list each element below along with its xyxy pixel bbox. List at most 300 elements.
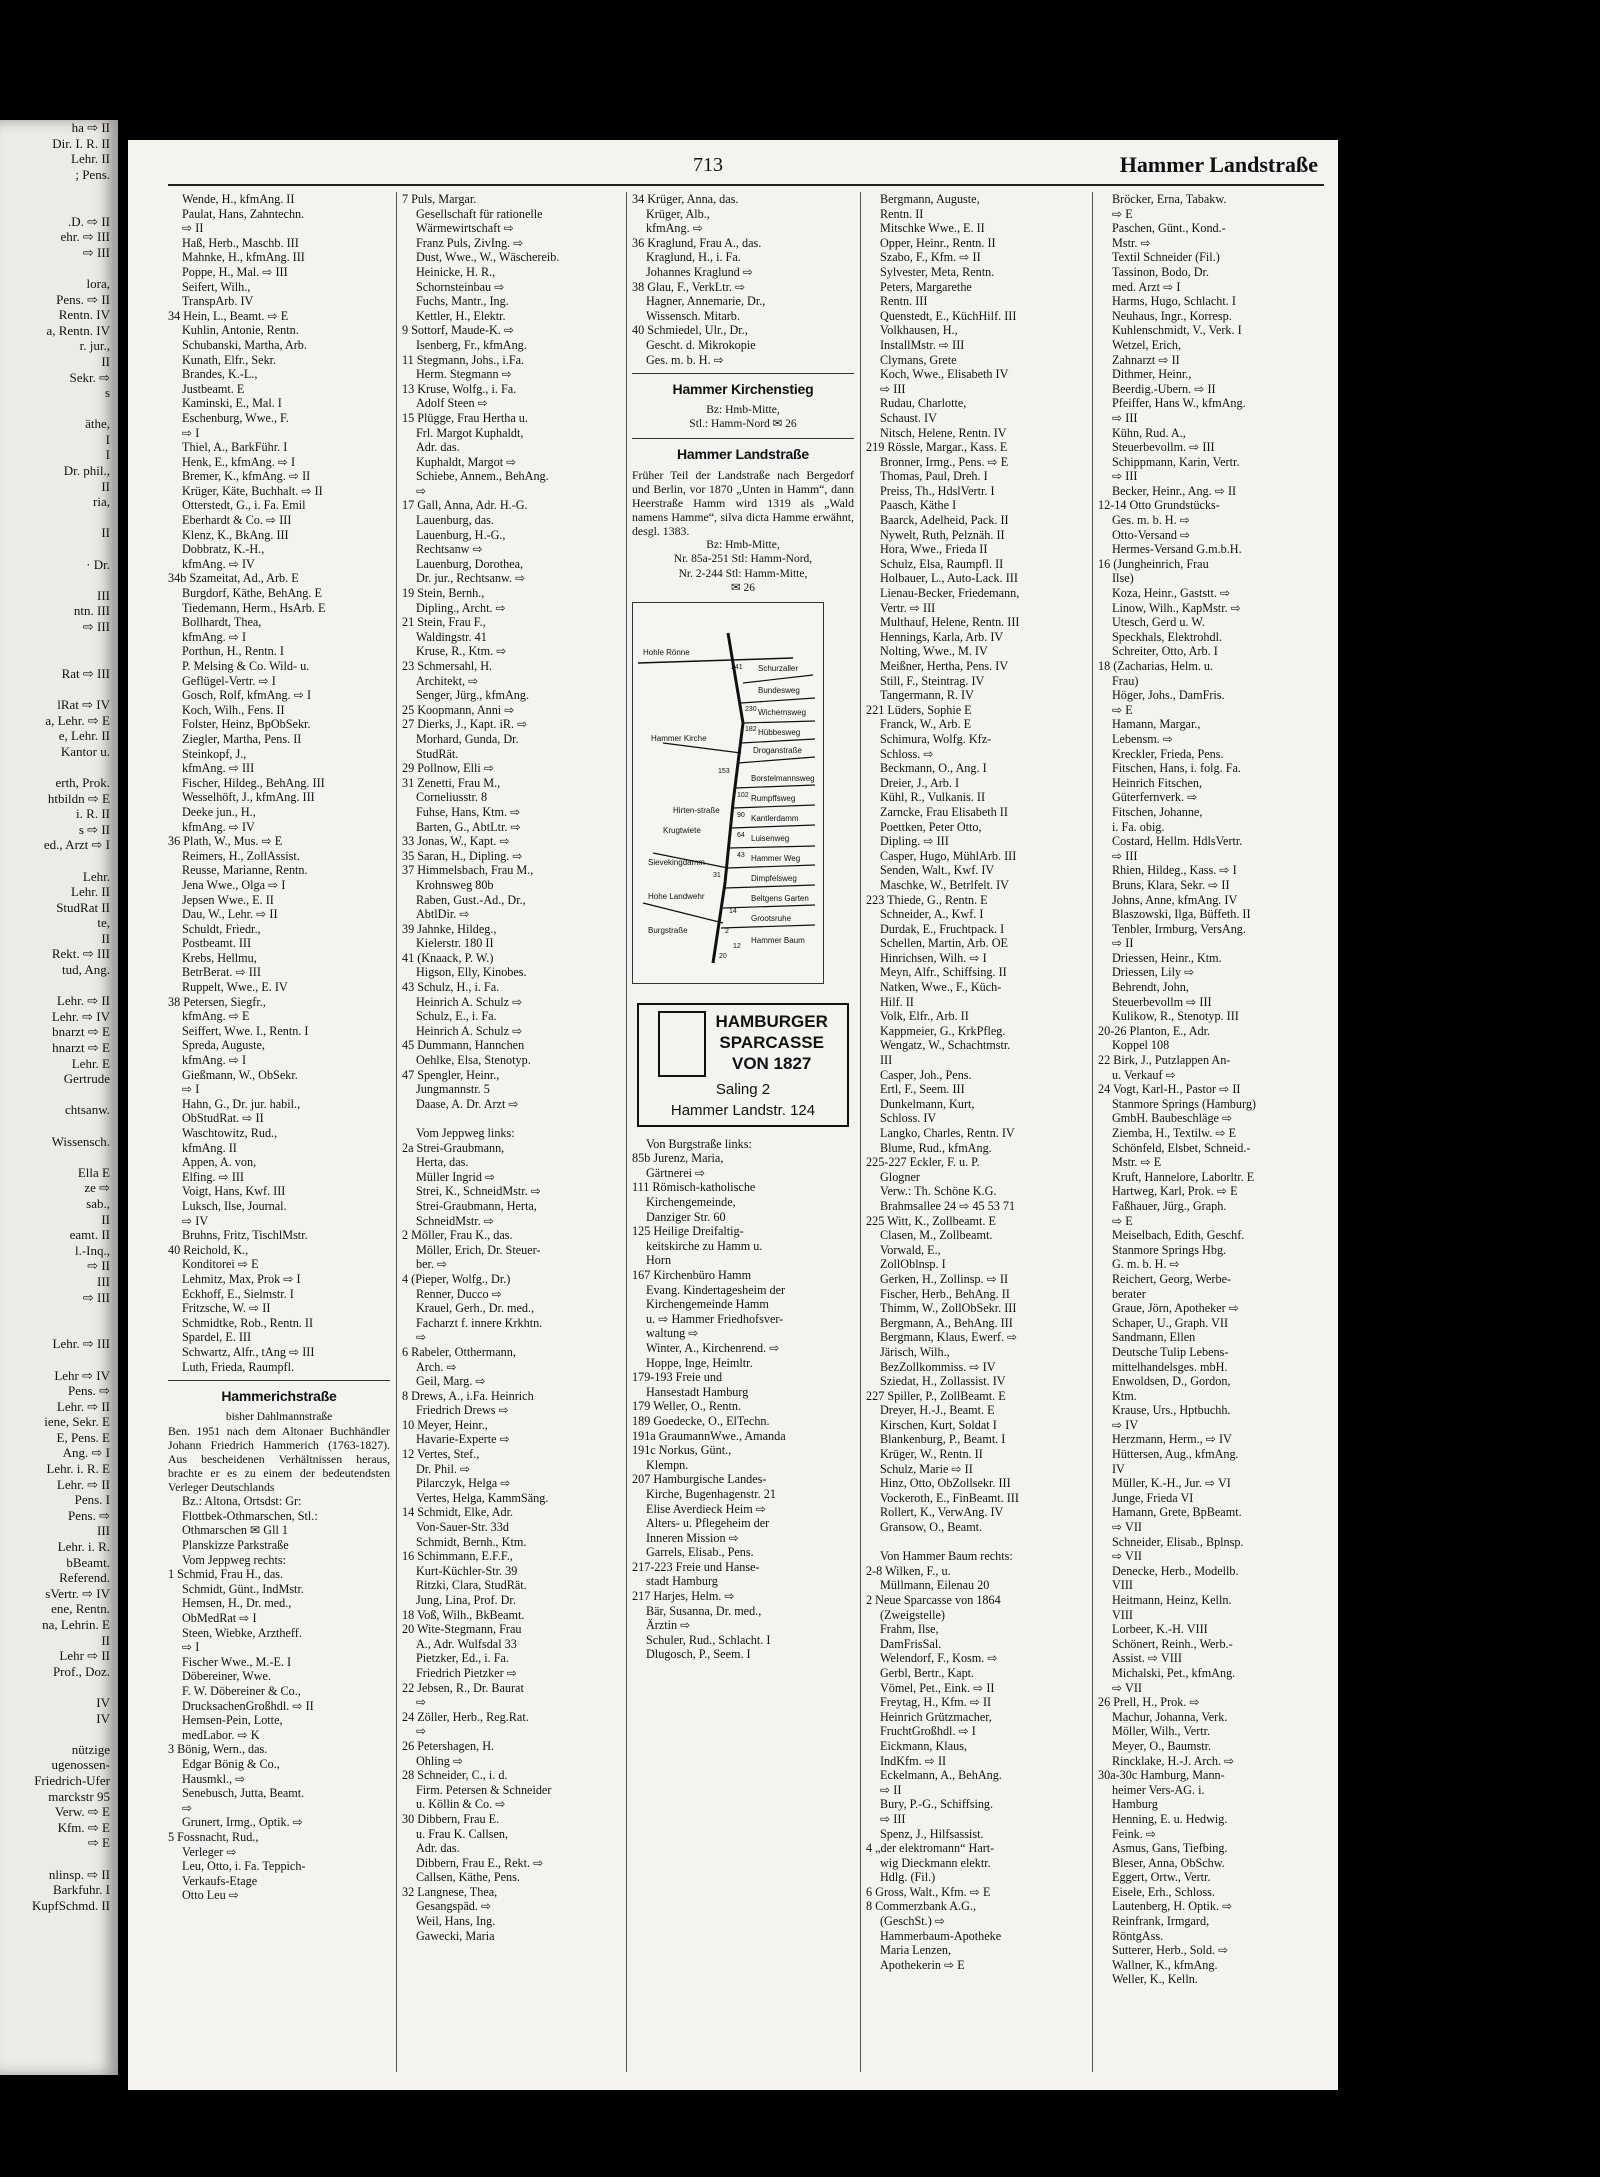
directory-entry-line: Peters, Margarethe — [880, 279, 972, 294]
directory-entry-line: Szabo, F., Kfm. ⇨ II — [880, 250, 981, 265]
directory-entry-line: Sandmann, Ellen — [1112, 1330, 1196, 1345]
directory-entry-line: Steen, Wiebke, Arztheff. — [182, 1625, 302, 1640]
map-label: Borstelmannsweg — [751, 773, 815, 783]
directory-entry-line: Behrendt, John, — [1112, 980, 1189, 995]
directory-entry-line: Järisch, Wilh., — [880, 1344, 950, 1359]
facing-page-text-line: äthe, — [85, 416, 110, 432]
directory-entry-line: Hahn, G., Dr. jur. habil., — [182, 1096, 301, 1111]
map-label: Hirten-straße — [673, 805, 720, 815]
directory-entry-line: Beerdig.-Ubern. ⇨ II — [1112, 381, 1216, 396]
facing-page-text-line: hnarzt ⇨ E — [52, 1040, 110, 1056]
directory-entry-line: Lauenburg, Dorothea, — [416, 556, 524, 571]
directory-entry-line: 5 Fossnacht, Rud., — [168, 1829, 259, 1844]
directory-entry-line: 36 Plath, W., Mus. ⇨ E — [168, 834, 283, 849]
ad-title-line: VON 1827 — [732, 1054, 812, 1074]
directory-entry-line: Schloss. ⇨ — [880, 746, 934, 761]
house-number-label: 241 — [731, 663, 743, 671]
directory-entry-line: Schimura, Wolfg. Kfz- — [880, 731, 992, 746]
directory-entry-line: Meyer, O., Baumstr. — [1112, 1738, 1212, 1753]
directory-entry-line: Kielerstr. 180 II — [416, 936, 494, 951]
directory-entry-line: Gesellschaft für rationelle — [416, 206, 543, 221]
directory-entry-line: Pietzker, Ed., i. Fa. — [416, 1651, 509, 1666]
facing-page-text-line: .D. ⇨ II — [68, 213, 110, 229]
directory-entry-line: Quenstedt, E., KüchHilf. III — [880, 308, 1017, 323]
facing-page-text-line: ed., Arzt ⇨ I — [43, 837, 110, 853]
facing-page-text-line: Lehr. i. R. E — [46, 1461, 110, 1477]
directory-entry-line: Edgar Bönig & Co., — [182, 1756, 280, 1771]
directory-entry-line: med. Arzt ⇨ I — [1112, 279, 1181, 294]
directory-entry-line: Hennings, Karla, Arb. IV — [880, 629, 1004, 644]
directory-entry-line: AbtlDir. ⇨ — [416, 907, 470, 922]
directory-entry-line: Jepsen Wwe., E. II — [182, 892, 274, 907]
facing-page-text-line: Dir. I. R. II — [52, 135, 110, 151]
map-label: Kantlerdamm — [751, 813, 799, 823]
map-label: Luisenweg — [751, 833, 790, 843]
directory-entry-line: Mitschke Wwe., E. II — [880, 221, 985, 236]
directory-entry-line: Brandes, K.-L., — [182, 367, 258, 382]
directory-entry-line: Evang. Kindertagesheim der — [646, 1282, 786, 1297]
directory-entry-line: 7 Puls, Margar. — [402, 192, 477, 206]
house-number-label: 153 — [718, 767, 730, 775]
map-label: Sievekingdamm — [648, 857, 705, 867]
directory-entry-line: 217-223 Freie und Hanse- — [632, 1559, 760, 1574]
directory-entry-line: Nolting, Wwe., M. IV — [880, 644, 988, 659]
directory-entry-line: Kirchengemeinde Hamm — [646, 1297, 769, 1312]
directory-entry-line: Brahmsallee 24 ⇨ 45 53 71 — [880, 1198, 1016, 1213]
facing-page-text-line: na, Lehrin. E — [42, 1617, 110, 1632]
column-rule — [396, 192, 397, 2072]
directory-entry-line: 207 Hamburgische Landes- — [632, 1472, 767, 1487]
directory-entry-line: Kreckler, Frieda, Pens. — [1112, 746, 1224, 761]
directory-entry-line: Folster, Heinz, BpObSekr. — [182, 717, 311, 732]
map-label: Droganstraße — [753, 745, 802, 755]
facing-page-text-line: KupfSchmd. II — [32, 1897, 110, 1913]
directory-entry-line: Ruppelt, Wwe., E. IV — [182, 980, 288, 995]
directory-entry-line: III — [880, 1053, 893, 1068]
directory-entry-line: Facharzt f. innere Krkhtn. — [416, 1315, 543, 1330]
directory-entry-line: Heinrich A. Schulz ⇨ — [416, 994, 523, 1009]
directory-entry-line: 2-8 Wilken, F., u. — [866, 1563, 951, 1578]
directory-entry-line: Neuhaus, Ingr., Korresp. — [1112, 308, 1232, 323]
directory-entry-line: Paulat, Hans, Zahntechn. — [182, 206, 305, 221]
column-rule — [626, 192, 627, 2072]
directory-entry-line: Sutterer, Herb., Sold. ⇨ — [1112, 1943, 1229, 1958]
directory-entry-line: 179-193 Freie und — [632, 1370, 723, 1385]
map-label: Hohle Rönne — [643, 647, 690, 657]
directory-entry-line: Volkhausen, H., — [880, 323, 958, 338]
directory-entry-line: 36 Kraglund, Frau A., das. — [632, 235, 762, 250]
directory-entry-line: 41 (Knaack, P. W.) — [402, 950, 494, 965]
directory-entry-line: Rentn. II — [880, 206, 924, 221]
directory-entry-line: Steuerbevollm ⇨ III — [1112, 994, 1212, 1009]
facing-page-text-line: sab., — [86, 1195, 110, 1211]
directory-entry-line: heimer Vers-AG. i. — [1112, 1782, 1205, 1797]
facing-page-text-line: Lehr. i. R. — [57, 1539, 110, 1555]
directory-entry-line: Burgdorf, Käthe, BehAng. E — [182, 586, 322, 601]
directory-entry-line: Schaust. IV — [880, 410, 937, 425]
directory-entry-line: 219 Rössle, Margar., Kass. E — [866, 440, 1008, 455]
directory-entry-line: 20-26 Planton, E., Adr. — [1098, 1023, 1211, 1038]
map-label: Hammer Kirche — [651, 733, 707, 743]
directory-entry-line: ObMedRat ⇨ I — [182, 1611, 257, 1626]
directory-entry-line: Krüger, W., Rentn. II — [880, 1447, 983, 1462]
directory-entry-line: Schulz, Elsa, Raumpfl. II — [880, 556, 1004, 571]
listing-block — [632, 1137, 854, 1662]
directory-entry-line: Schiebe, Annem., BehAng. — [416, 469, 549, 484]
directory-entry-line: Luksch, Ilse, Journal. — [182, 1198, 287, 1213]
directory-entry-line: Schulz, E., i. Fa. — [416, 1009, 497, 1024]
directory-entry-line: Kühn, Rud. A., — [1112, 425, 1186, 440]
facing-page-text-line: III — [97, 1523, 110, 1539]
directory-entry-line: Klenz, K., BkAng. III — [182, 527, 289, 542]
directory-entry-line: Asmus, Gans, Tiefbing. — [1112, 1841, 1228, 1856]
directory-entry-line: Krauel, Gerh., Dr. med., — [416, 1301, 535, 1316]
directory-entry-line: 4 „der elektromann“ Hart- — [866, 1841, 995, 1856]
directory-entry-line: Kuhlenschmidt, V., Verk. I — [1112, 323, 1242, 338]
facing-page-text-line: ⇨ III — [82, 1289, 110, 1305]
facing-page-text-line: III — [97, 587, 110, 603]
facing-page-text-line: ria, — [93, 494, 110, 510]
directory-entry-line: Rechtsanw ⇨ — [416, 542, 483, 557]
directory-entry-line: u. Frau K. Callsen, — [416, 1826, 509, 1841]
page-header — [128, 140, 1338, 190]
directory-entry-line: FruchtGroßhdl. ⇨ I — [880, 1724, 976, 1739]
facing-page-text-line — [0, 510, 118, 526]
directory-entry-line: ⇨ VII — [1112, 1680, 1142, 1695]
directory-entry-line: ber. ⇨ — [416, 1257, 448, 1272]
facing-page-text-line: Ang. ⇨ I — [62, 1445, 110, 1461]
directory-entry-line: Rentn. III — [880, 294, 928, 309]
directory-entry-line: ZollOblnsp. I — [880, 1257, 946, 1272]
directory-entry-line: 125 Heilige Dreifaltig- — [632, 1224, 744, 1239]
directory-entry-line: 6 Rabeler, Otthermann, — [402, 1344, 516, 1359]
directory-entry-line: Kirschen, Kurt, Soldat I — [880, 1417, 997, 1432]
directory-entry-line: 29 Pollnow, Elli ⇨ — [402, 761, 495, 776]
column-rule — [1092, 192, 1093, 2072]
directory-entry-line: 24 Zöller, Herb., Reg.Rat. — [402, 1709, 529, 1724]
directory-entry-line: 14 Schmidt, Elke, Adr. — [402, 1505, 514, 1520]
facing-page-text-line: i. R. II — [76, 806, 110, 822]
map-label: Beltgens Garten — [751, 893, 809, 903]
directory-entry-line: ⇨ III — [880, 1811, 906, 1826]
ad-address: Saling 2 — [715, 1081, 771, 1099]
directory-entry-line: 179 Weller, O., Rentn. — [632, 1399, 741, 1414]
directory-entry-line: Bleser, Anna, ObSchw. — [1112, 1855, 1225, 1870]
directory-entry-line: 19 Stein, Bernh., — [402, 586, 485, 601]
directory-entry-line: kfmAng. ⇨ IV — [182, 819, 255, 834]
directory-entry-line: mittelhandelsges. mbH. — [1112, 1359, 1228, 1374]
district-info: Nr. 2-244 Stl: Hamm-Mitte, — [678, 567, 808, 580]
street-history: Früher Teil der Landstraße nach Bergedorf und Berlin, vor 1870 „Unten in Hamm“, dann Heerstraße Hamm wird 1319 als „Wald namens Hamme“, silva dicta Hamme erwähnt, desgl. 1383. — [632, 467, 854, 538]
section-divider — [168, 1380, 390, 1381]
directory-entry-line: Lehmitz, Max, Prok ⇨ I — [182, 1271, 301, 1286]
directory-entry-line: Maria Lenzen, — [880, 1943, 952, 1958]
directory-entry-line: StudRät. — [416, 746, 459, 761]
directory-entry-line: 35 Saran, H., Dipling. ⇨ — [402, 848, 523, 863]
facing-page-text-line: II — [101, 353, 110, 369]
directory-entry-line: Heinicke, H. R., — [416, 264, 496, 279]
directory-entry-line: Henning, E. u. Hedwig. — [1112, 1811, 1228, 1826]
directory-entry-line: ⇨ IV — [1112, 1417, 1139, 1432]
directory-entry-line: Pfeiffer, Hans W., kfmAng. — [1112, 396, 1246, 411]
facing-page-text-line: Lehr ⇨ IV — [54, 1367, 110, 1383]
facing-page-text-line: II — [101, 525, 110, 541]
directory-entry-line: Vorwald, E., — [880, 1242, 941, 1257]
directory-entry-line: Michalski, Pet., kfmAng. — [1112, 1665, 1236, 1680]
directory-entry-line: u. ⇨ Hammer Friedhofsver- — [646, 1311, 784, 1326]
directory-entry-line: Adr. das. — [416, 440, 460, 455]
directory-entry-line: Morhard, Gunda, Dr. — [416, 731, 519, 746]
directory-entry-line: Kunath, Elfr., Sekr. — [182, 352, 277, 367]
directory-entry-line: Stanmore Springs Hbg. — [1112, 1242, 1227, 1257]
running-title: Hammer Landstraße — [1119, 152, 1318, 177]
directory-entry-line: 34 Hein, L., Beamt. ⇨ E — [168, 308, 289, 323]
directory-entry-line: TranspArb. IV — [182, 294, 254, 309]
directory-entry-line: Herzmann, Herm., ⇨ IV — [1112, 1432, 1232, 1447]
map-label: Wichernsweg — [758, 707, 807, 717]
directory-entry-line: Gosch, Rolf, kfmAng. ⇨ I — [182, 688, 312, 703]
directory-entry-line: 18 (Zacharias, Helm. u. — [1098, 659, 1214, 673]
directory-entry-line: Fischer Wwe., M.-E. I — [182, 1654, 292, 1669]
directory-entry-line: Corneliusstr. 8 — [416, 790, 488, 805]
directory-entry-line: Costard, Hellm. HdlsVertr. — [1112, 834, 1243, 849]
directory-entry-line: IndKfm. ⇨ II — [880, 1753, 947, 1768]
directory-entry-line: (Zweigstelle) — [880, 1607, 945, 1622]
directory-entry-line: 16 Schimmann, E.F.F., — [402, 1549, 513, 1564]
directory-entry-line: Flottbek-Othmarschen, Stl.: — [182, 1508, 318, 1523]
directory-entry-line: Lorbeer, K.-H. VIII — [1112, 1622, 1208, 1637]
directory-entry-line: 22 Birk, J., Putzlappen An- — [1098, 1053, 1231, 1068]
directory-entry-line: Steinkopf, J., — [182, 746, 247, 761]
directory-entry-line: 28 Schneider, C., i. d. — [402, 1768, 508, 1783]
ad-title-line: HAMBURGER — [715, 1012, 828, 1032]
facing-page-text-line: ; Pens. — [75, 166, 110, 182]
directory-entry-line: kfmAng. ⇨ I — [182, 1053, 247, 1068]
facing-page-text-line: II — [101, 1632, 110, 1648]
facing-page-text-line: erth, Prok. — [55, 774, 110, 790]
directory-entry-line: ⇨ VII — [1112, 1520, 1142, 1535]
directory-entry-line: Nywelt, Ruth, Pelznäh. II — [880, 527, 1005, 542]
section-divider — [632, 438, 854, 439]
map-label: Burgstraße — [648, 925, 688, 935]
facing-page-text-line: Ella E — [77, 1164, 110, 1180]
facing-page-text-line: nützige — [71, 1741, 110, 1757]
directory-entry-line: Kurt-Küchler-Str. 39 — [416, 1563, 518, 1578]
directory-entry-line: Blaszowski, Ilga, Büffeth. II — [1112, 907, 1251, 922]
facing-page-text-line — [0, 1851, 118, 1867]
directory-entry-line: Welendorf, F., Kosm. ⇨ — [880, 1651, 998, 1666]
directory-entry-line: 38 Petersen, Siegfr., — [168, 994, 266, 1009]
directory-entry-line: Natken, Wwe., F., Küch- — [880, 980, 1002, 995]
directory-entry-line: Ritzki, Clara, StudRät. — [416, 1578, 527, 1593]
directory-entry-line: ⇨ I — [182, 425, 200, 440]
directory-entry-line: Hinrichsen, Wilh. ⇨ I — [880, 950, 987, 965]
directory-entry-line: Eisele, Erh., Schloss. — [1112, 1884, 1215, 1899]
directory-entry-line: ⇨ I — [182, 1640, 200, 1655]
directory-entry-line: Vertes, Helga, KammSäng. — [416, 1490, 549, 1505]
directory-entry-line: Senger, Jürg., kfmAng. — [416, 688, 530, 703]
directory-entry-line: 13 Kruse, Wolfg., i. Fa. — [402, 381, 517, 396]
directory-entry-line: Bergmann, A., BehAng. III — [880, 1315, 1013, 1330]
facing-page-text-line — [0, 1118, 118, 1134]
directory-entry-line: Zarncke, Frau Elisabeth II — [880, 804, 1008, 819]
directory-entry-line: VIII — [1112, 1607, 1133, 1622]
directory-entry-line: 43 Schulz, H., i. Fa. — [402, 980, 500, 995]
house-number-label: 31 — [713, 871, 721, 879]
facing-page-text-line: Lehr. II — [71, 151, 110, 167]
directory-entry-line: Wetzel, Erich, — [1112, 337, 1182, 352]
directory-entry-line: Seiffert, Wwe. I., Rentn. I — [182, 1023, 309, 1038]
facing-page-edge — [0, 120, 118, 2075]
facing-page-text-line: Pens. ⇨ — [68, 1507, 110, 1523]
facing-page-text-line: Kfm. ⇨ E — [57, 1819, 110, 1835]
listing-block — [168, 1494, 390, 1903]
facing-page-text-line: Kantor u. — [60, 743, 110, 759]
facing-page-text-line: te, — [97, 915, 110, 931]
directory-entry-line: Bremer, K., kfmAng. ⇨ II — [182, 469, 311, 484]
facing-page-text-line: ⇨ III — [82, 244, 110, 260]
directory-entry-line: Denecke, Herb., Modellb. — [1112, 1563, 1239, 1578]
directory-entry-line: Spenz, J., Hilfsassist. — [880, 1826, 984, 1841]
map-label: Rumpffsweg — [751, 793, 796, 803]
directory-entry-line: Fuhse, Hans, Ktm. ⇨ — [416, 804, 521, 819]
directory-entry-line: 223 Thiede, G., Rentn. E — [866, 892, 988, 907]
house-number-label: 230 — [745, 705, 757, 713]
directory-entry-line: Schubanski, Martha, Arb. — [182, 337, 307, 352]
directory-entry-line: Junge, Frieda VI — [1112, 1490, 1194, 1505]
directory-entry-line: ⇨ I — [182, 1082, 200, 1097]
facing-page-text-line: IV — [96, 1694, 110, 1710]
directory-entry-line: Adolf Steen ⇨ — [416, 396, 488, 411]
directory-entry-line: Krebs, Hellmu, — [182, 950, 257, 965]
facing-page-text-line: htbildn ⇨ E — [47, 790, 110, 806]
house-number-label: 14 — [729, 907, 737, 915]
directory-entry-line: ⇨ II — [182, 221, 204, 236]
directory-entry-line: Eberhardt & Co. ⇨ III — [182, 513, 292, 528]
directory-entry-line: Oehlke, Elsa, Stenotyp. — [416, 1053, 531, 1068]
directory-entry-line: 25 Koopmann, Anni ⇨ — [402, 702, 515, 717]
directory-entry-line: Dreyer, H.-J., Beamt. E — [880, 1403, 995, 1418]
directory-entry-line: ⇨ IV — [182, 1213, 209, 1228]
facing-page-text-line: s ⇨ II — [78, 821, 110, 837]
map-label: Hübbesweg — [758, 727, 801, 737]
directory-entry-line: InstallMstr. ⇨ III — [880, 337, 965, 352]
directory-entry-line: Mstr. ⇨ — [1112, 235, 1151, 250]
facing-page-text-line: Pens. ⇨ — [68, 1383, 110, 1399]
directory-entry-line: Frl. Margot Kuphaldt, — [416, 425, 524, 440]
directory-entry-line: Seifert, Wilh., — [182, 279, 251, 294]
district-info: Bz: Hmb-Mitte, — [706, 403, 780, 416]
directory-entry-line: Ges. m. b. H. ⇨ — [1112, 513, 1190, 528]
directory-entry-line: 2 Neue Sparcasse von 1864 — [866, 1593, 1001, 1607]
facing-page-text-line: I — [105, 447, 110, 463]
directory-entry-line: Justbeamt. E — [182, 381, 245, 396]
directory-entry-line: Renner, Ducco ⇨ — [416, 1286, 502, 1301]
directory-entry-line: Elise Averdieck Heim ⇨ — [646, 1501, 766, 1516]
directory-entry-line: kfmAng. ⇨ IV — [182, 556, 255, 571]
directory-entry-line: Heinrich Fitschen, — [1112, 775, 1203, 790]
directory-entry-line: Müllmann, Eilenau 20 — [880, 1578, 990, 1593]
directory-entry-line: Weil, Hans, Ing. — [416, 1914, 496, 1929]
directory-entry-line: 39 Jahnke, Hildeg., — [402, 921, 497, 936]
facing-page-text-line: nlinsp. ⇨ II — [48, 1866, 110, 1882]
map-label: Hohe Landwehr — [648, 891, 705, 901]
directory-entry-line: Vertr. ⇨ III — [880, 600, 936, 615]
directory-entry-line: Höger, Johs., DamFris. — [1112, 688, 1225, 703]
directory-entry-line: ⇨ III — [1112, 848, 1138, 863]
directory-entry-line: Möller, Wilh., Vertr. — [1112, 1724, 1211, 1739]
directory-entry-line: 26 Prell, H., Prok. ⇨ — [1098, 1695, 1200, 1710]
directory-entry-line: Koch, Wwe., Elisabeth IV — [880, 367, 1009, 382]
column-5 — [1098, 192, 1324, 2082]
directory-entry-line: Hausmkl., ⇨ — [182, 1771, 246, 1786]
facing-page-text-line: e, Lehr. II — [58, 728, 110, 744]
directory-entry-line: Textil Schneider (Fil.) — [1112, 250, 1220, 265]
directory-entry-line: 8 Commerzbank A.G., — [866, 1899, 977, 1914]
map-label: Schurzaller — [758, 663, 799, 673]
directory-entry-line: Meißner, Hertha, Pens. IV — [880, 659, 1009, 673]
directory-entry-line: Schuldt, Friedr., — [182, 921, 261, 936]
directory-entry-line: Jung, Lina, Prof. Dr. — [416, 1593, 516, 1607]
directory-entry-line: Tassinon, Bodo, Dr. — [1112, 264, 1209, 279]
directory-entry-line: Fischer, Hildeg., BehAng. III — [182, 775, 325, 790]
directory-entry-line: 16 (Jungheinrich, Frau — [1098, 556, 1209, 571]
directory-entry-line: Schellen, Martin, Arb. OE — [880, 936, 1008, 951]
directory-entry-line: 22 Jebsen, R., Dr. Baurat — [402, 1680, 524, 1695]
directory-entry-line: Lauenburg, H.-G., — [416, 527, 506, 542]
facing-page-text-line — [0, 1726, 118, 1742]
facing-page-text-line — [0, 1149, 118, 1165]
directory-entry-line: kfmAng. ⇨ I — [182, 629, 247, 644]
directory-entry-line: Tangermann, R. IV — [880, 688, 974, 703]
facing-page-text-line — [0, 681, 118, 697]
street-history: Ben. 1951 nach dem Altonaer Buchhändler Johann Friedrich Hammerich (1763-1827). Aus bescheidenen Verhältnissen heraus, brachte er es zu einem der bedeutendsten Verleger Deutschlands — [168, 1424, 390, 1495]
directory-entry-line: Dau, W., Lehr. ⇨ II — [182, 907, 278, 922]
directory-entry-line: Bergmann, Klaus, Ewerf. ⇨ — [880, 1330, 1018, 1345]
directory-entry-line: Nitsch, Helene, Rentn. IV — [880, 425, 1007, 440]
directory-entry-line: Higson, Elly, Kinobes. — [416, 965, 527, 980]
street-heading-hammer-landstrasse: Hammer Landstraße — [677, 445, 809, 462]
directory-entry-line: 6 Gross, Walt., Kfm. ⇨ E — [866, 1884, 991, 1899]
directory-entry-line: 32 Langnese, Thea, — [402, 1884, 498, 1899]
directory-entry-line: Kühl, R., Vulkanis. II — [880, 790, 986, 805]
column-4 — [866, 192, 1086, 2082]
directory-entry-line: Holbauer, L., Auto-Lack. III — [880, 571, 1018, 586]
directory-entry-line: Hemsen-Pein, Lotte, — [182, 1713, 283, 1728]
directory-entry-line: Meyn, Alfr., Schiffsing. II — [880, 965, 1007, 980]
directory-entry-line: Durdak, E., Fruchtpack. I — [880, 921, 1005, 936]
directory-entry-line: Herta, das. — [416, 1155, 469, 1170]
directory-entry-line: Arch. ⇨ — [416, 1359, 457, 1374]
facing-page-text-line: II — [101, 930, 110, 946]
facing-page-text-line: II — [101, 478, 110, 494]
directory-entry-line: Haß, Herb., Maschb. III — [182, 235, 299, 250]
directory-entry-line: Bröcker, Erna, Tabakw. — [1112, 192, 1227, 206]
directory-entry-line: 189 Goedecke, O., ElTechn. — [632, 1413, 770, 1428]
directory-entry-line: Gawecki, Maria — [416, 1928, 495, 1943]
directory-entry-line: Dipling. ⇨ III — [880, 834, 949, 849]
directory-entry-line: 17 Gall, Anna, Adr. H.-G. — [402, 498, 528, 513]
directory-entry-line: Baarck, Adelheid, Pack. II — [880, 513, 1009, 528]
directory-entry-line: Spreda, Auguste, — [182, 1038, 265, 1053]
directory-entry-line: IV — [1112, 1461, 1125, 1476]
facing-page-text-line: tud, Ang. — [61, 962, 110, 978]
directory-entry-line: Weller, K., Kelln. — [1112, 1972, 1198, 1987]
facing-page-text-line: Rekt. ⇨ III — [51, 946, 110, 962]
directory-entry-line: Von Hammer Baum rechts: — [880, 1549, 1013, 1564]
directory-entry-line: Kulikow, R., Stenotyp. III — [1112, 1009, 1239, 1024]
facing-page-text-line: a, Lehr. ⇨ E — [45, 712, 110, 728]
